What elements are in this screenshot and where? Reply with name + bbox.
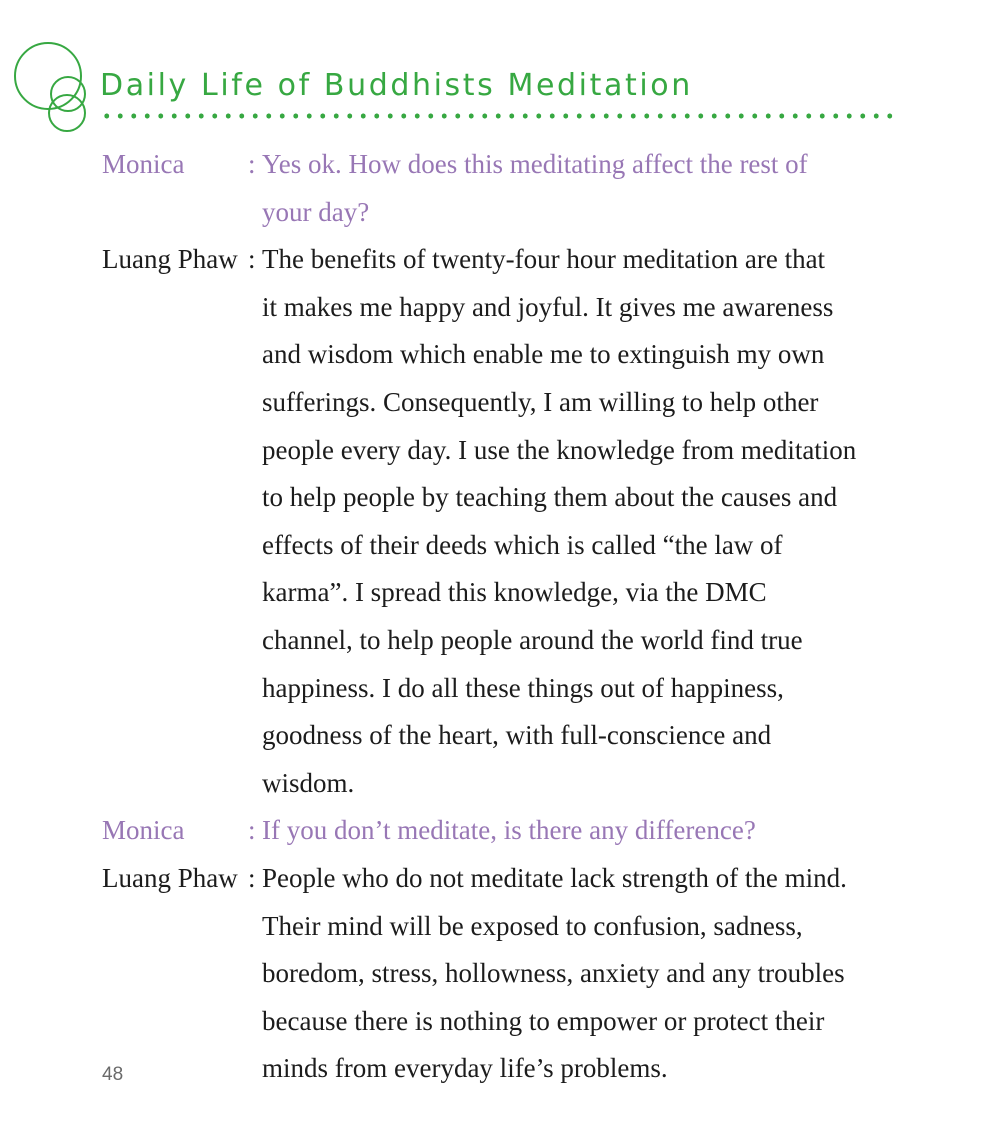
text-line: happiness. I do all these things out of happiness, (262, 672, 784, 703)
dialogue-turn (102, 236, 902, 807)
speaker-separator: : (248, 815, 256, 846)
text-line: sufferings. Consequently, I am willing to help other (262, 386, 819, 417)
interlocking-circles-logo (12, 40, 102, 135)
speaker-separator: : (248, 149, 256, 179)
text-line: goodness of the heart, with full-conscience and (262, 720, 772, 751)
speaker-separator: : (248, 244, 256, 275)
speaker-name: Luang Phaw (102, 244, 238, 275)
text-line: If you don’t meditate, is there any difference? (262, 815, 756, 846)
text-line: effects of their deeds which is called “the law of (262, 529, 783, 560)
text-line: because there is nothing to empower or protect their (262, 1005, 825, 1036)
speech-text (262, 807, 902, 855)
text-line: boredom, stress, hollowness, anxiety and any troubles (262, 958, 845, 989)
page-number: 48 (102, 1064, 124, 1085)
text-line: karma”. I spread this knowledge, via the DMC (262, 577, 767, 608)
text-line: The benefits of twenty-four hour meditation are that (262, 244, 826, 275)
text-line: wisdom. (262, 767, 355, 798)
text-line: it makes me happy and joyful. It gives me awareness (262, 291, 834, 322)
text-line: Their mind will be exposed to confusion, sadness, (262, 910, 803, 941)
speaker-name: Monica (102, 149, 185, 179)
dialogue-turn (102, 855, 902, 1093)
speaker-name: Monica (102, 815, 185, 846)
dotted-divider (100, 113, 900, 119)
speaker-name: Luang Phaw (102, 862, 238, 893)
text-line: and wisdom which enable me to extinguish my own (262, 339, 825, 370)
dialogue-turn (102, 141, 902, 236)
text-line: your day? (262, 196, 370, 227)
text-line: people every day. I use the knowledge from meditation (262, 434, 857, 465)
dialogue (102, 141, 902, 1093)
text-line: minds from everyday life’s problems. (262, 1053, 668, 1084)
chapter-title: Daily Life of Buddhists Meditation (100, 68, 693, 103)
text-line: Yes ok. How does this meditating affect the rest of (262, 149, 808, 179)
text-line: to help people by teaching them about the causes and (262, 482, 838, 513)
text-line: People who do not meditate lack strength of the mind. (262, 862, 847, 893)
dialogue-turn (102, 807, 902, 855)
speaker-separator: : (248, 862, 256, 893)
speech-text (262, 141, 902, 236)
speech-text (262, 855, 902, 1093)
speech-text (262, 236, 902, 807)
text-line: channel, to help people around the world find true (262, 624, 803, 655)
